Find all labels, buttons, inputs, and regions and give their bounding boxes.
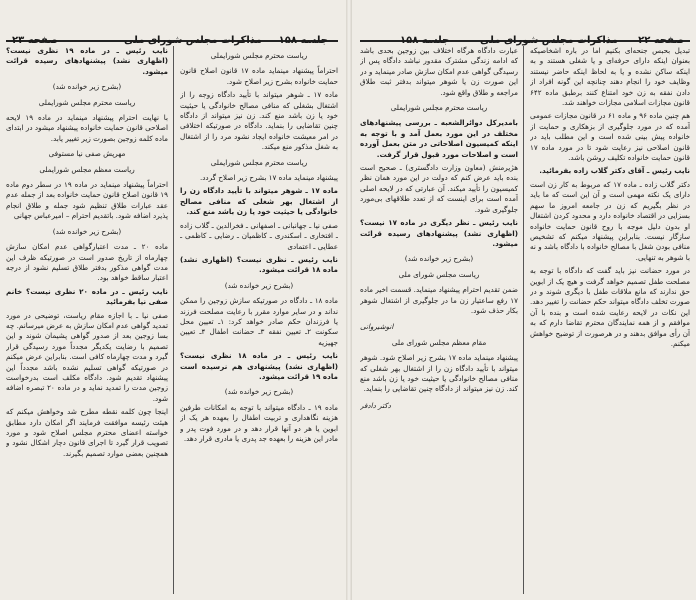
- signature: انوشیروانی: [360, 322, 394, 332]
- paragraph: صفی نیا ـ با اجازه مقام ریاست، توضیحی در مورد تمدید گواهی عدم امکان سازش به عرض میرسانم. چه بسا زوجین بعد از صدور گواهی پشیمان شوند و این تصمیم با رضایت یکدیگر مجدداً مورد رسیدگی قرار گیرد و مدت چهارماه کافی است. بنابراین عرض میکنم در صورتیکه گواهی تسلیم نشده باشد مجدداً این پیشنهاد تقدیم شود. دادگاه مکلف است بدرخواست زوجین مدت را تمدید نماید و در ماده ۲۰ تبصره اضافه شود.: [6, 310, 168, 403]
- section-heading: (بشرح زیر خوانده شد): [52, 82, 122, 92]
- left-page-title: مذاکرات مجلس شورای ملی: [124, 35, 262, 46]
- paragraph: هم چنین ماده ۹۶ و ماده ۶۱ در قانون مجازات عمومی آمده که در مورد جلوگیری از بزهکاری و حمایت از خانواده پیش بینی شده است و این مطلب باید در قانون اصلاحی نیز رعایت شود تا در مورد ماده ۱۷ قانون حمایت خانواده تکلیف روشن باشد.: [530, 111, 690, 163]
- paragraph: اینجا چون کلمه نقطه مطرح شد وخواهش میکنم که هیئت رئیسه موافقت فرمایند اگر امکان دارد مطابق خواسته اعضای محترم مجلس اصلاح شود و مورد تصویب قرار گیرد تا اجرای قانون دچار اشکال نشود و همچنین بعضی موارد تصمیم بگیرند.: [6, 407, 168, 458]
- paragraph: احتراماً پیشنهاد مینماید ماده ۱۷ قانون اصلاح قانون حمایت خانواده بشرح زیر اصلاح شود.: [180, 66, 338, 86]
- left-column-outer: [6, 46, 168, 598]
- paragraph: بامدیرکل دوائرالشعبه ـ بررسی پیشنهادهای مختلف در این مورد بعمل آمد و با توجه به اینکه کمیسیون اصلاحاتی در متن بعمل آورده است و اصلاحات مورد قبول قرار گرفت.: [360, 118, 518, 159]
- paragraph: تبدیل بحبس جنحه‌ای بکنیم اما در باره اشخاصیکه بعنوان اینکه دارای حرفه‌ای و یا شغلی هستند و به اینکه ساکن نشده و یا به لحاظ اینکه حاضر نیستند وظایف خود را انجام دهند چنانچه این گونه افراد از دادن نفقه به زن خود امتناع کنند برطبق ماده ۶۴۲ قانون مجازات اسلامی مجازات خواهند شد.: [530, 46, 690, 108]
- section-heading: مقام معظم مجلس شورای ملی: [391, 337, 487, 347]
- paragraph: پیشنهاد مینماید ماده ۱۷ بشرح زیر اصلاح گردد.: [199, 173, 338, 183]
- section-heading: (بشرح زیر خوانده شد): [224, 280, 294, 290]
- paragraph: عبارت دادگاه هرگاه اختلاف بین زوجین بحدی باشد که ادامه زندگی مشترک مقدور نباشد دادگاه پس از رسیدگی گواهی عدم امکان سازش صادر مینماید و در این صورت زن یا شوهر میتواند بدفتر ثبت طلاق مراجعه و طلاق واقع شود.: [360, 46, 518, 97]
- section-heading: (بشرح زیر خوانده شد): [404, 254, 474, 264]
- paragraph: ماده ۱۸ ـ دادگاه در صورتیکه سازش زوجین را ممکن نداند و در سایر موارد مقرر با رعایت مصلحت فرزند یا فرزندان حکم صادر خواهد کرد: ۱ـ تعیین محل سکونت ۲ـ تعیین نفقه ۳ـ حضانت اطفال ۴ـ تعیین جهیزیه: [180, 296, 338, 347]
- paragraph: در مورد حضانت نیز باید گفت که دادگاه با توجه به مصلحت طفل تصمیم خواهد گرفت و هیچ یک از ابوین حق ندارند که مانع ملاقات طفل با دیگری شوند و در صورت تخلف دادگاه میتواند حکم حضانت را تغییر دهد. این نکات در لایحه رعایت شده است و بنده با آن موافقم و از همه نمایندگان محترم تقاضا دارم که به آن رأی موافق بدهند و در هرصورت از توضیح خواهش میکنم.: [530, 266, 690, 348]
- paragraph: ماده ۱۷ ـ شوهر میتواند با تأیید دادگاه زوجه را از اشتغال بشغلی که منافی مصالح خانوادگی یا حیثیت خود یا زن باشد منع کند. زن نیز میتواند از دادگاه چنین تقاضایی را بنماید. دادگاه در صورتیکه اختلافی در امر معیشت خانواده ایجاد نشود مرد را از اشتغال به شغل مذکور منع میکند.: [180, 90, 338, 152]
- right-column-inner: [360, 46, 518, 598]
- paragraph: ضمن تقدیم احترام پیشنهاد مینماید. قسمت اخیر ماده ۱۷ رفع ساعتیار زن ما در جلوگیری از اشتغال شوهر بکار حذف شود.: [360, 285, 518, 315]
- right-page-number: صفحه ۲۲: [638, 35, 684, 46]
- signature: دکتر دادفر: [360, 400, 391, 410]
- paragraph: هژیرمنش (معاون وزارت دادگستری) ـ صحیح است بنده باید عرض کنم که دولت در این مورد همان نظر کمیسیون را تأیید میکند. آن عبارتی که در لایحه اصلی آمده است برای اینست که از تعدد طلاقهای بی‌مورد جلوگیری شود.: [360, 163, 518, 214]
- left-page-body: [6, 42, 338, 598]
- right-page-header: [360, 0, 690, 46]
- paragraph: پیشنهاد مینماید ماده ۱۷ بشرح زیر اصلاح شود. شوهر میتواند با تأیید دادگاه زن را از اشتغال بهر شغلی که منافی مصالح خانوادگی یا حیثیت خود یا زن باشد منع کند. زن نیز میتواند از دادگاه چنین تقاضایی را بنماید.: [360, 353, 518, 394]
- paragraph: صفی نیا ـ جهانبانی ـ اصفهانی ـ فخرالدین ـ گلاب زاده ـ افتخاری ـ اسکندری ـ کاظمیان ـ رضایی ـ کاظمی ـ عطایی ـ اعتمادی: [180, 220, 338, 251]
- column-divider: [173, 46, 174, 594]
- section-heading: ریاست محترم مجلس شورایملی: [210, 157, 308, 167]
- paragraph: نایب رئیس ـ نظر دیگری در ماده ۱۷ نیست؟ (اظهاری نشد) پیشنهادهای رسیده قرائت میشود.: [360, 218, 518, 248]
- section-heading: (بشرح زیر خوانده شد): [224, 387, 294, 397]
- paragraph: نایب رئیس ـ آقای دکتر گلاب زاده بفرمائید.: [539, 166, 690, 176]
- paragraph: احتراماً پیشنهاد مینماید در ماده ۱۹ در سطر دوم ماده ۱۹ قانون اصلاح قانون حمایت خانواده بعد از جمله عدم عقد عبارات طلاق تنظیم شود جمله و طلاق انجام پذیرد اضافه شود. باتقدیم احترام – امیرعباس جهانی: [6, 180, 168, 221]
- column-divider: [523, 46, 524, 594]
- left-session-label: جلسه ۱۵۸: [278, 35, 328, 46]
- paragraph: دکتر گلاب زاده ـ ماده ۱۷ که مربوط به کار زن است دارای یک نکته مهمی است و آن این است که ما باید در نظر بگیریم که زن در جامعه امروز ما سهم بسزایی در اقتصاد خانواده دارد و محدود کردن اشتغال او بدون دلیل موجه با روح قانون حمایت خانواده سازگار نیست. بنابراین پیشنهاد میکنم که تشخیص منافی بودن شغل با مصالح خانواده با دادگاه باشد و نه با شوهر به تنهایی.: [530, 179, 690, 262]
- right-page-title: مذاکرات مجلس شورای ملی: [480, 35, 618, 46]
- section-heading: ریاست معظم مجلس شورایملی: [39, 164, 135, 174]
- paragraph: نایب رئیس ـ در ماده ۱۹ نظری نیست؟ (اظهاری نشد) پیشنهادهای رسیده قرائت میشود.: [6, 46, 168, 76]
- right-page-body: [360, 42, 690, 598]
- paragraph: نایب رئیس ـ نظری نیست؟ (اظهاری نشد) ماده ۱۸ قرائت میشود.: [180, 254, 338, 275]
- right-column-outer: [530, 46, 690, 598]
- right-session-label: جلسه ۱۵۸: [400, 35, 450, 46]
- left-page-header: [6, 0, 338, 46]
- left-page-number: صفحه ۲۳: [12, 35, 58, 46]
- left-page: [0, 0, 346, 600]
- right-page: [352, 0, 696, 600]
- section-heading: مهرپش صفی نیا مستوفی: [48, 149, 126, 159]
- section-heading: ریاست محترم مجلس شورایملی: [390, 103, 488, 113]
- left-column-inner: [180, 46, 338, 598]
- paragraph: ماده ۲۰ ـ مدت اعتبارگواهی عدم امکان سازش چهارماه از تاریخ صدور است در صورتیکه ظرف این مدت گواهی مذکور بدفتر طلاق تسلیم نشود از درجه اعتبار ساقط خواهد بود.: [6, 242, 168, 283]
- section-heading: ریاست مجلس شورای ملی: [398, 269, 480, 279]
- section-heading: (بشرح زیر خوانده شد): [52, 226, 122, 236]
- paragraph: با نهایت احترام پیشنهاد مینماید در ماده ۱۹ لایحه اصلاحی قانون حمایت خانواده پیشنهاد میشود در ابتدای ماده کلمه زوجین بصورت زیر تغییر یابد.: [6, 113, 168, 143]
- paragraph: ماده ۱۹ ـ دادگاه میتواند با توجه به امکانات طرفین هزینه نگاهداری و تربیت اطفال را بعهده هر یک از ابوین یا هر دو آنها قرار دهد و در مورد فوت پدر و مادر این هزینه را بعهده جد پدری یا مادری قرار دهد.: [180, 402, 338, 443]
- paragraph: نایب رئیس ـ در ماده ۲۰ نظری نیست؟ خانم صفی نیا بفرمائید: [6, 286, 168, 307]
- paragraph: نایب رئیس ـ در ماده ۱۸ نظری نیست؟ (اظهاری نشد) پیشنهادی هم نرسیده است ماده ۱۹ قرائت میشود.: [180, 351, 338, 381]
- section-heading: ریاست محترم مجلس شورایملی: [38, 97, 136, 107]
- paragraph: ماده ۱۷ ـ شوهر میتواند با تأیید دادگاه زن را از اشتغال بهر شغلی که منافی مصالح خانوادگی یا حیثیت خود یا زن باشد منع کند.: [180, 186, 338, 217]
- section-heading: ریاست محترم مجلس شورایملی: [210, 51, 308, 60]
